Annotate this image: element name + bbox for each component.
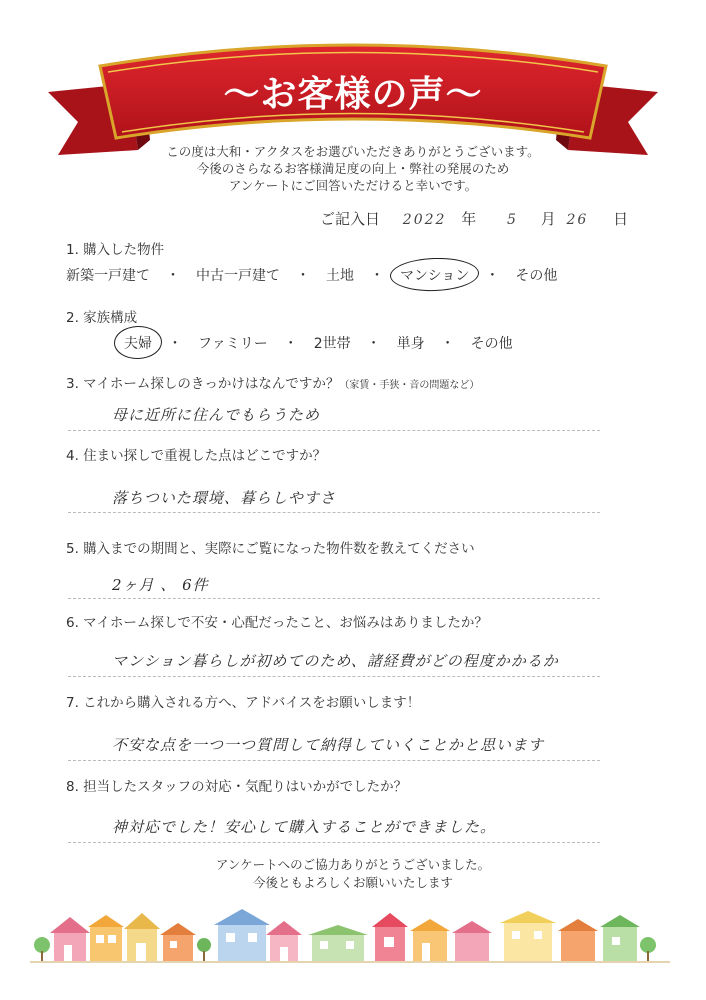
option-mansion-selected[interactable] [400, 265, 469, 285]
question-8-title: 8. 担当したスタッフの対応・気配りはいかがでしたか？ [66, 779, 408, 795]
answer-line [68, 676, 600, 677]
page-title: ～お客様の声～ [223, 74, 483, 115]
question-7-title: 7. これから購入される方へ、アドバイスをお願いします！ [66, 695, 421, 711]
answer-4: 落ちついた環境、暮らしやすさ [112, 489, 336, 507]
intro-line: 今後のさらなるお客様満足度の向上・弊社の発展のため [196, 161, 510, 176]
answer-line [68, 512, 600, 513]
house-icon [50, 917, 90, 961]
question-6-title: 6. マイホーム探しで不安・心配だったこと、お悩みはありましたか？ [66, 615, 488, 631]
question-3-title [66, 372, 479, 392]
tree-icon [34, 937, 50, 961]
answer-3: 母に近所に住んでもらうため [112, 406, 321, 424]
house-icon [88, 915, 124, 961]
house-icon [600, 915, 640, 961]
date-label: ご記入日 [320, 210, 381, 228]
question-1-title: 1. 購入した物件 [66, 242, 165, 258]
option-couple-selected[interactable] [124, 333, 152, 353]
house-icon [410, 919, 450, 961]
selection-circle [389, 256, 479, 292]
date-month: 5 [507, 212, 518, 228]
date-year-unit: 年 [461, 210, 477, 228]
question-5-title: 5. 購入までの期間と、実際にご覧になった物件数を教えてください [66, 541, 475, 557]
house-icon [372, 913, 408, 961]
answer-6: マンション暮らしが初めてのため、諸経費がどの程度かかるか [112, 652, 559, 670]
answer-line [68, 842, 600, 843]
tree-icon [197, 938, 211, 961]
house-icon [308, 925, 368, 961]
thanks-message [0, 856, 706, 892]
house-icon [558, 919, 598, 961]
question-4-title: 4. 住まい探しで重視した点はどこですか？ [66, 448, 327, 464]
option-new-house[interactable]: 新築一戸建て [66, 268, 150, 284]
option-two-generation[interactable]: 2世帯 [313, 336, 351, 352]
house-icon [452, 921, 492, 961]
answer-7: 不安な点を一つ一つ質問して納得していくことかと思います [112, 736, 545, 754]
question-1-options: 新築一戸建て ・ 中古一戸建て ・ 土地 ・ マンション ・ その他 [66, 265, 557, 285]
answer-8: 神対応でした！安心して購入することができました。 [112, 818, 497, 836]
intro-text [0, 143, 706, 194]
house-icon [214, 909, 270, 961]
option-mansion-label: マンション [400, 268, 470, 284]
house-icon [500, 911, 556, 961]
date-day-unit: 日 [613, 210, 629, 228]
entry-date [320, 208, 628, 229]
option-family[interactable]: ファミリー [198, 336, 268, 352]
question-3-text: 3. マイホーム探しのきっかけはなんですか？ [66, 376, 340, 392]
question-3-note: （家賃・手狭・音の問題など） [339, 380, 480, 391]
option-other[interactable]: その他 [515, 268, 558, 284]
question-2-title: 2. 家族構成 [66, 310, 138, 326]
selection-circle [113, 325, 162, 360]
date-day: 26 [566, 212, 589, 228]
option-used-house[interactable]: 中古一戸建て [196, 268, 280, 284]
house-icon [266, 921, 302, 961]
houses-illustration [0, 905, 706, 965]
option-other[interactable]: その他 [470, 336, 513, 352]
house-icon [124, 913, 160, 961]
date-year: 2022 [402, 212, 447, 228]
answer-5: 2ヶ月 、 6件 [112, 576, 209, 594]
intro-line: アンケートにご回答いただけると幸いです。 [228, 178, 478, 193]
question-2-options: 夫婦 ・ ファミリー ・ 2世帯 ・ 単身 ・ その他 [124, 333, 513, 353]
tree-icon [640, 937, 656, 961]
house-icon [160, 923, 196, 961]
option-couple-label: 夫婦 [124, 336, 152, 352]
answer-line [68, 760, 600, 761]
option-land[interactable]: 土地 [326, 268, 354, 284]
answer-line [68, 430, 600, 431]
option-single[interactable]: 単身 [396, 336, 425, 352]
intro-line: この度は大和・アクタスをお選びいただきありがとうございます。 [166, 144, 540, 159]
footer-line: アンケートへのご協力ありがとうございました。 [215, 857, 491, 872]
date-month-unit: 月 [540, 210, 556, 228]
footer-line: 今後ともよろしくお願いいたします [252, 875, 453, 890]
answer-line [68, 598, 600, 599]
